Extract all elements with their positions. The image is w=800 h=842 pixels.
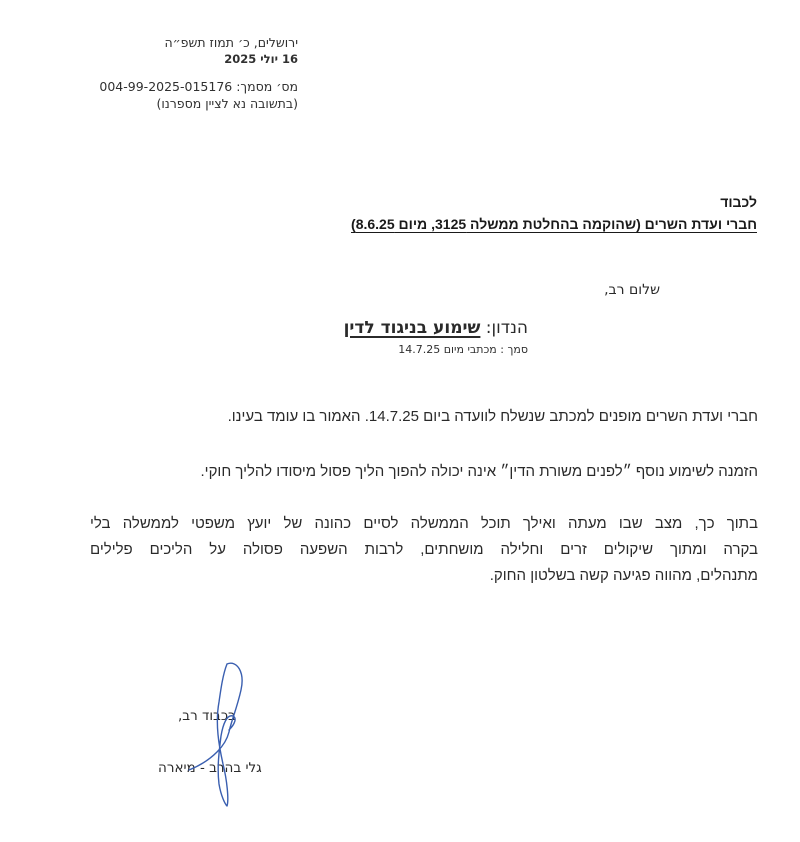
subject-reference: סמך : מכתבי מיום 14.7.25 [398,343,528,356]
document-reference-number: מס׳ מסמך: 004-99-2025-015176 [99,79,298,94]
body-paragraph-3 [90,511,758,589]
paragraph-line: הזמנה לשימוע נוסף ״לפנים משורת הדין״ אינה יכולה להפוך הליך פסול מיסודו להליך חוקי. [200,463,758,480]
recipient-to-label: לכבוד [720,194,757,210]
paragraph-line: בתוך כך, מצב שבו מעתה ואילך תוכל הממשלה לסיים כהונה של יועץ משפטי לממשלה בלי [90,515,758,532]
paragraph-line: חברי ועדת השרים מופנים למכתב שנשלח לוועדה ביום 14.7.25. האמור בו עומד בעינו. [227,408,758,425]
place-and-hebrew-date: ירושלים, כ׳ תמוז תשפ״ה [164,35,298,50]
subject-label: הנדון: [480,318,528,338]
body-paragraph-1 [228,404,758,430]
signatory-name: גלי בהרב - מיארה [158,760,262,776]
paragraph-line: בקרה ומתוך שיקולים זרים וחלילה מושחתים, לרבות השפעה פסולה על הליכים פלילים [90,541,758,558]
sign-off: בכבוד רב, [178,708,236,724]
greeting: שלום רב, [604,282,660,298]
body-paragraph-2 [201,459,758,485]
handwritten-signature-icon [175,660,265,810]
reply-note: (בתשובה נא לציין מספרנו) [156,96,298,111]
subject-line [344,318,528,338]
subject-title: שימוע בניגוד לדין [343,318,481,338]
gregorian-date: 16 יולי 2025 [224,52,298,66]
recipient-name: חברי ועדת השרים (שהוקמה בהחלטת ממשלה 3125, מיום 8.6.25) [351,216,757,232]
header-block [98,34,298,112]
paragraph-line: מתנהלים, מהווה פגיעה קשה בשלטון החוק. [489,567,758,584]
